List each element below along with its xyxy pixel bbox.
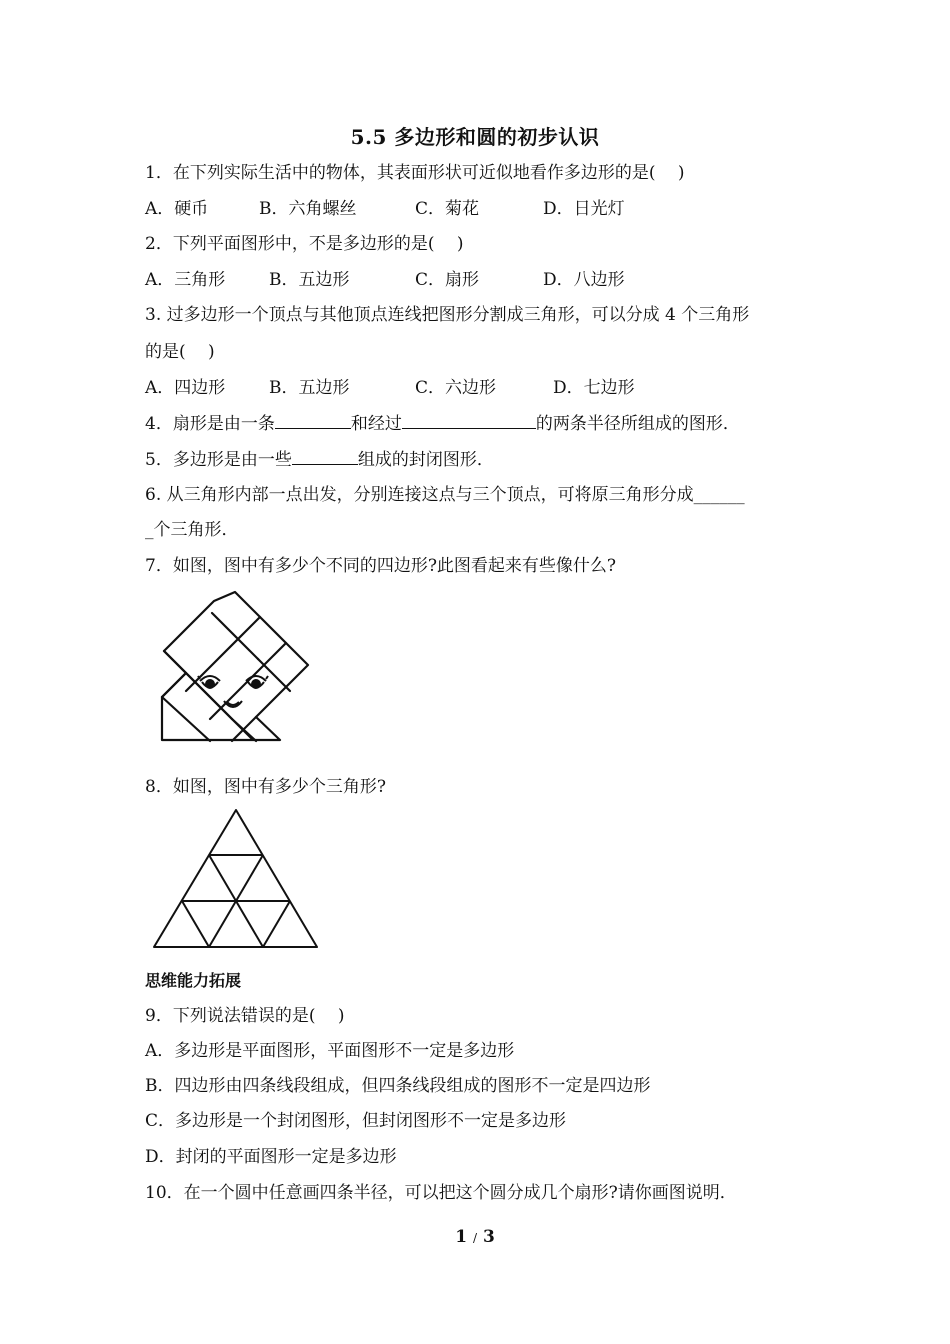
q1-option-a: A．硬币	[145, 199, 209, 219]
q9-option-a: A．多边形是平面图形，平面图形不一定是多边形	[145, 1041, 515, 1061]
q2-option-b: B．五边形	[269, 270, 350, 290]
q3-option-a: A．四边形	[145, 378, 226, 398]
q4-text-part1: 4．扇形是由一条	[145, 414, 275, 434]
q5-text-part2: 组成的封闭图形．	[357, 450, 494, 470]
question-1-options	[145, 197, 625, 221]
page-title: 5.5 多边形和圆的初步认识	[350, 125, 600, 149]
q9-option-b: B．四边形由四条线段组成，但四条线段组成的图形不一定是四边形	[145, 1076, 651, 1096]
question-9-stem: 9．下列说法错误的是( )	[145, 1006, 345, 1026]
q3-option-b: B．五边形	[269, 378, 350, 398]
question-6-line1: 6. 从三角形内部一点出发，分别连接这点与三个顶点，可将原三角形分成______	[145, 485, 745, 505]
q4-text-part2: 和经过	[350, 414, 402, 434]
question-7-stem: 7．如图，图中有多少个不同的四边形?此图看起来有些像什么?	[145, 556, 617, 576]
q1-option-c: C．菊花	[415, 199, 480, 219]
question-8-stem: 8．如图，图中有多少个三角形?	[145, 777, 386, 797]
page-number	[0, 1227, 950, 1247]
q2-option-c: C．扇形	[415, 270, 480, 290]
q5-text-part1: 5．多边形是由一些	[145, 450, 292, 470]
page-separator: /	[472, 1231, 478, 1245]
question-3-stem-line1: 3. 过多边形一个顶点与其他顶点连线把图形分割成三角形，可以分成 4 个三角形	[145, 305, 750, 325]
question-2-options	[145, 268, 625, 292]
question-3-stem-line2: 的是( )	[145, 342, 215, 362]
question-3-options	[145, 376, 635, 400]
q7-quadrilateral-face-figure	[140, 585, 330, 760]
q4-blank-1	[275, 411, 351, 429]
q4-blank-2	[402, 411, 536, 429]
question-5	[145, 447, 494, 472]
current-page: 1	[455, 1227, 468, 1247]
question-6-line2: _个三角形．	[145, 520, 239, 540]
question-10-stem: 10．在一个圆中任意画四条半径，可以把这个圆分成几个扇形?请你画图说明．	[145, 1183, 737, 1203]
section-heading: 思维能力拓展	[145, 971, 242, 990]
q3-option-d: D．七边形	[553, 378, 635, 398]
q1-option-b: B．六角螺丝	[259, 199, 357, 219]
q9-option-d: D．封闭的平面图形一定是多边形	[145, 1147, 397, 1167]
question-1-stem: 1．在下列实际生活中的物体，其表面形状可近似地看作多边形的是( )	[145, 163, 685, 183]
q2-option-d: D．八边形	[543, 270, 625, 290]
q1-option-d: D．日光灯	[543, 199, 625, 219]
total-pages: 3	[482, 1227, 495, 1247]
q5-blank	[292, 447, 358, 465]
q4-text-part3: 的两条半径所组成的图形．	[535, 414, 740, 434]
q3-option-c: C．六边形	[415, 378, 497, 398]
q8-triangle-grid-figure	[148, 805, 323, 953]
question-4	[145, 411, 740, 436]
right-eye-icon	[246, 676, 268, 688]
left-eye-icon	[198, 676, 220, 688]
question-2-stem: 2．下列平面图形中，不是多边形的是( )	[145, 234, 464, 254]
q9-option-c: C．多边形是一个封闭图形，但封闭图形不一定是多边形	[145, 1111, 567, 1131]
q2-option-a: A．三角形	[145, 270, 226, 290]
